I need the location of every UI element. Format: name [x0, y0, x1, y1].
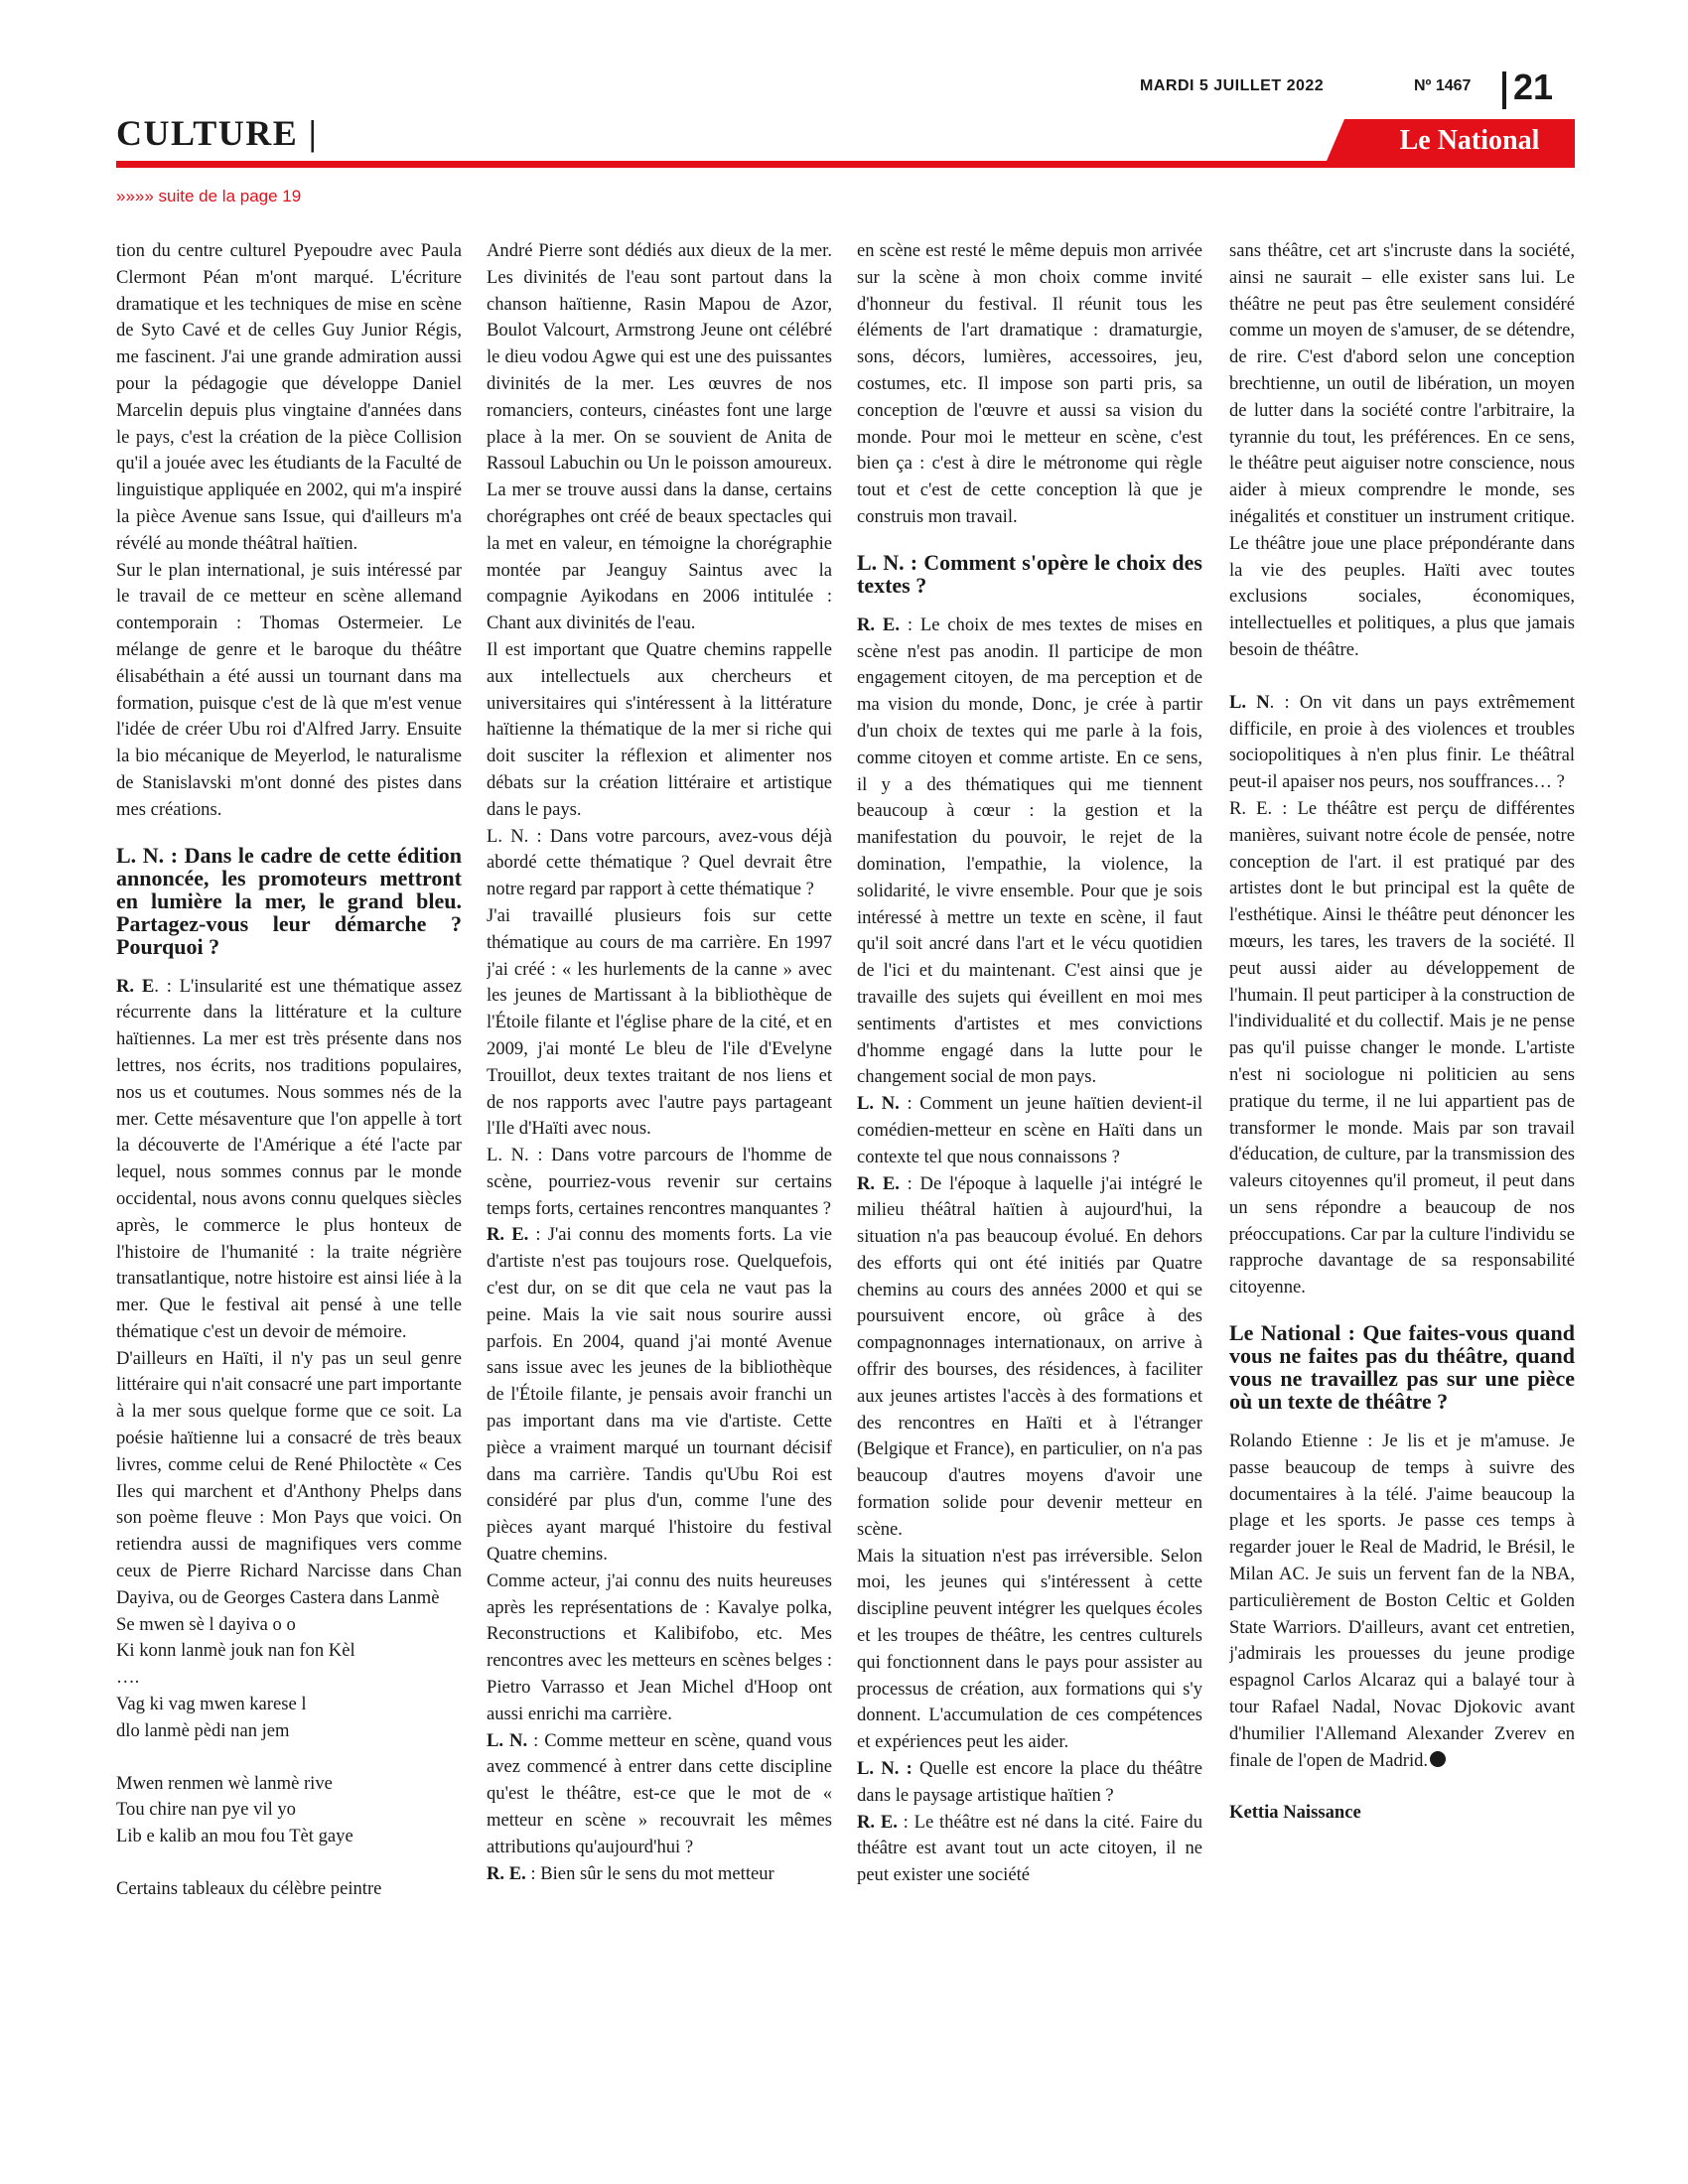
paragraph: Mais la situation n'est pas irréversible. Selon moi, les jeunes qui s'intéressent à cette discipline peuvent intégrer les quelques écoles et les troupes de théâtre, les centres culturels qui fonctionnent dans le pays pour assister au processus de création, aux formations qui s'y donnent. L'accumulation de ces compétences et expériences peut les aider. [857, 1545, 1202, 1753]
interview-question [1229, 690, 1575, 796]
answer-text: . : L'insularité est une thématique assez récurrente dans la littérature et la culture haïtiennes. La mer est très présente dans nos lettres, nos écrits, nos traditions populaires, nos us et coutumes. Nous sommes nés de la mer. Cette mésaventure que l'on appelle à tort la découverte de l'Amérique a été l'acte par lequel, nous sommes connus par le monde occidental, nous avons connu quelques siècles après, le commerce le plus honteux de l'histoire de l'humanité : la traite négrière transatlantique, notre histoire est ainsi liée à la mer. Que le festival ait pensé à une telle thématique c'est un devoir de mémoire. [116, 975, 462, 1342]
speaker-label: R. E. [487, 1224, 529, 1246]
interview-question [857, 1756, 1202, 1810]
poem-line: Se mwen sè l dayiva o o [116, 1613, 296, 1635]
answer-text: : Bien sûr le sens du mot metteur [525, 1862, 774, 1884]
end-of-article-icon [1430, 1751, 1446, 1767]
interview-answer [116, 974, 462, 1346]
paragraph: André Pierre sont dédiés aux dieux de la mer. Les divinités de l'eau sont partout dans la chanson haïtienne, Rasin Mapou de Azor, Boulot Valcourt, Armstrong Jeune ont célébré le dieu vodou Agwe qui est une des puissantes divinités de la mer. Les œuvres de nos romanciers, conteurs, cinéastes font une large place à la mer. On se souvient de Anita de Rassoul Labuchin ou Un le poisson amoureux. La mer se trouve aussi dans la danse, certains chorégraphes ont créé de beaux spectacles qui la met en valeur, en témoigne la chorégraphie montée par Jeanguy Saintus avec la compagnie Ayikodans en 2006 intitulée : Chant aux divinités de l'eau. [487, 240, 832, 634]
speaker-label: R. E [116, 975, 155, 997]
paragraph: Comme acteur, j'ai connu des nuits heureuses après les représentations de : Kavalye polka, Reconstructions et Kalibifobo, etc. Mes rencontres avec les metteurs en scènes belges : Pietro Varrasso et Jean Michel d'Hoop ont aussi enrichi ma carrière. [487, 1570, 832, 1724]
interview-question: L. N. : Dans votre parcours de l'homme de scène, pourriez-vous revenir sur certains temps forts, certaines rencontres manquantes ? [487, 1145, 832, 1219]
speaker-label: R. E. [487, 1862, 526, 1884]
interview-question: L. N. : Dans le cadre de cette édition annoncée, les promoteurs mettront en lumière la mer, le grand bleu. Partagez-vous leur démarche ? Pourquoi ? [116, 842, 462, 959]
interview-answer [1229, 1429, 1575, 1774]
question-text: . : On vit dans un pays extrêmement difficile, en proie à des violences et troubles sociopolitiques à n'en plus finir. Le théâtral peut-il apaiser nos peurs, nos souffrances… ? [1229, 691, 1575, 793]
interview-answer: R. E. : Le théâtre est perçu de différentes manières, suivant notre école de pensée, notre conception de l'art. il est pratiqué par des artistes dont le but principal est la quête de l'esthétique. Ainsi le théâtre peut dénoncer les mœurs, les tares, les travers de la société. Il peut aussi aider au développement de l'humain. Il peut participer à la construction de l'individualité et du collectif. Mais je ne pense pas qu'il puisse changer le monde. L'artiste n'est ni sociologue ni politicien au sens pratique du terme, il ne lui appartient pas de transformer le monde. Mais par son travail d'éducation, de culture, par la transmission des valeurs citoyennes qu'il promeut, il peut dans un sens répondre a beaucoup de nos préoccupations. Car par la culture l'individu se rapproche davantage de sa responsabilité citoyenne. [1229, 797, 1575, 1298]
interview-question: L. N. : Dans votre parcours, avez-vous déjà abordé cette thématique ? Quel devrait être notre regard par rapport à cette thématique ? [487, 825, 832, 900]
article-column-3 [857, 238, 1202, 2154]
newspaper-name: Le National [1399, 125, 1540, 156]
interview-question: Le National : Que faites-vous quand vous ne faites pas du théâtre, quand vous ne travaillez pas sur une pièce où un texte de théâtre ? [1229, 1320, 1575, 1415]
answer-text: Rolando Etienne : Je lis et je m'amuse. Je passe beaucoup de temps à suivre des documentaires à la télé. J'aime beaucoup la plage et les sports. Je passe ces temps à regarder jouer le Real de Madrid, le Brésil, le Milan AC. Je suis un fervent fan de la NBA, particulièrement de Boston Celtic et Golden State Warriors. D'ailleurs, avant cet entretien, j'admirais les prouesses du jeune prodige espagnol Carlos Alcaraz qui a balayé tour à tour Rafael Nadal, Novac Djokovic avant d'humilier l'Allemand Alexander Zverev en finale de l'open de Madrid. [1229, 1431, 1575, 1771]
question-text: : Comme metteur en scène, quand vous avez commencé à entrer dans cette discipline qu'est le théâtre, est-ce que le mot de « metteur en scène » recouvrait les mêmes attributions qu'aujourd'hui ? [487, 1729, 832, 1857]
answer-text: : Le théâtre est né dans la cité. Faire du théâtre est avant tout un acte citoyen, il ne peut exister une société [857, 1811, 1202, 1886]
paragraph: J'ai travaillé plusieurs fois sur cette thématique au cours de ma carrière. En 1997 j'ai créé : « les hurlements de la canne » avec les jeunes de Martissant à la bibliothèque de l'Étoile filante et l'église phare de la cité, et en 2009, j'ai monté Le bleu de l'ile d'Evelyne Trouillot, deux textes traitant de nos liens et de nos rapports avec l'autre pays partageant l'Ile d'Haïti avec nous. [487, 904, 832, 1140]
poem-line: …. [116, 1667, 140, 1689]
section-title: CULTURE | [116, 113, 319, 153]
interview-answer [487, 1222, 832, 1568]
paragraph: Il est important que Quatre chemins rappelle aux intellectuels aux chercheurs et universitaires qui s'intéressent à la littérature haïtienne la thématique de la mer si riche qui doit susciter la réflexion et alimenter nos débats sur la création littéraire et artistique dans le pays. [487, 638, 832, 820]
interview-question: L. N. : Comment s'opère le choix des textes ? [857, 549, 1202, 598]
header-rule [116, 161, 1575, 168]
paragraph: Certains tableaux du célèbre peintre [116, 1878, 382, 1900]
poem-line: Mwen renmen wè lanmè rive [116, 1772, 333, 1794]
paragraph: sans théâtre, cet art s'incruste dans la société, ainsi ne saurait – elle exister sans lui. Le théâtre ne peut pas être seulement considéré comme un moyen de s'amuser, de se détendre, de rire. C'est d'abord selon une conception brechtienne, un outil de libération, un moyen de lutter dans la société contre l'arbitraire, la tyrannie du tout, les préférences. En ce sens, le théâtre peut aiguiser notre conscience, nous aider à mieux comprendre le monde, ses inégalités et constituer un instrument critique. Le théâtre joue une place prépondérante dans la vie des peuples. Haïti avec toutes exclusions sociales, économiques, intellectuelles et politiques, a plus que jamais besoin de théâtre. [1229, 240, 1575, 660]
speaker-label: R. E. [857, 1811, 898, 1833]
answer-text: : J'ai connu des moments forts. La vie d'artiste n'est pas toujours rose. Quelquefois, c'est dur, on se dit que cela ne vaut pas la peine. Mais la vie sait nous sourire aussi parfois. En 2004, quand j'ai monté Avenue sans issue avec les jeunes de la bibliothèque de l'Étoile filante, je pensais avoir franchi un pas important dans ma vie d'artiste. Cette pièce a vraiment marqué un tournant décisif dans ma carrière. Tandis qu'Ubu Roi est considéré par plus d'un, comme l'une des pièces ayant marqué l'histoire du festival Quatre chemins. [487, 1224, 832, 1566]
paragraph: en scène est resté le même depuis mon arrivée sur la scène à mon choix comme invité d'honneur du festival. Il réunit tous les éléments de l'art dramatique : dramaturgie, sons, décors, lumières, accessoires, jeu, costumes, etc. Il impose son parti pris, sa conception de l'œuvre et aussi sa vision du monde. Pour moi le metteur en scène, c'est bien ça : c'est à dire le métronome qui règle tout et c'est de cette conception là que je construis mon travail. [857, 240, 1202, 527]
poem-line: dlo lanmè pèdi nan jem [116, 1719, 290, 1741]
speaker-label: L. N. [857, 1093, 900, 1115]
interview-answer [857, 613, 1202, 1091]
article-column-2 [487, 238, 832, 2154]
speaker-label: R. E. [857, 614, 900, 635]
interview-answer [857, 1171, 1202, 1544]
article-column-4 [1229, 238, 1575, 2154]
speaker-label: L. N [1229, 691, 1270, 713]
poem-line: Lib e kalib an mou fou Tèt gaye [116, 1826, 353, 1847]
answer-text: : Le choix de mes textes de mises en scène n'est pas anodin. Il participe de mon engagement citoyen, de ma perception et de ma vision du monde, Donc, je crée à partir d'un choix de textes qui me parle à la fois, comme citoyen et comme artiste. En ce sens, il y a des thématiques qui me tiennent beaucoup à cœur : la gestion et la manifestation du pouvoir, le rejet de la domination, l'empathie, la violence, la solidarité, le vivre ensemble. Pour que je sois intéressé à mettre un texte en scène, il faut qu'il soit ancré dans l'art et le vécu quotidien de l'ici et du maintenant. C'est ainsi que je travaille des sujets qui éveillent en moi mes sentiments d'artistes et mes convictions d'homme engagé dans la lutte pour le changement social de mon pays. [857, 614, 1202, 1088]
speaker-label: R. E. [857, 1172, 900, 1194]
issue-date: MARDI 5 JUILLET 2022 [1140, 77, 1325, 94]
question-text: : Comment un jeune haïtien devient-il comédien-metteur en scène en Haïti dans un contexte tel que nous connaissons ? [857, 1093, 1202, 1167]
interview-answer [487, 1861, 832, 1888]
poem-line: Tou chire nan pye vil yo [116, 1799, 296, 1821]
question-text: Quelle est encore la place du théâtre dans le paysage artistique haïtien ? [857, 1758, 1202, 1806]
paragraph: Sur le plan international, je suis intéressé par le travail de ce metteur en scène allemand contemporain : Thomas Ostermeier. Le mélange de genre et le baroque du théâtre élisabéthain a été aussi un tournant dans ma formation, puisque c'est de là que m'est venue l'idée de créer Ubu roi d'Alfred Jarry. Ensuite la bio mécanique de Meyerlod, le naturalisme de Stanislavski m'ont donné des pistes dans mes créations. [116, 559, 462, 820]
interview-question [857, 1091, 1202, 1170]
continued-from-link[interactable]: »»»» suite de la page 19 [116, 187, 302, 205]
page-number-divider [1502, 71, 1506, 109]
issue-number: Nº 1467 [1414, 77, 1472, 94]
interview-question [487, 1728, 832, 1861]
page-number: 21 [1513, 67, 1554, 107]
author-signature: Kettia Naissance [1229, 1802, 1361, 1824]
speaker-label: L. N. : [857, 1758, 913, 1780]
poem-line: Ki konn lanmè jouk nan fon Kèl [116, 1640, 355, 1662]
answer-text: : De l'époque à laquelle j'ai intégré le milieu théâtral haïtien à aujourd'hui, la situation n'a pas beaucoup évolué. En dehors des efforts qui ont été initiés par Quatre chemins au cours des années 2000 et qui se poursuivent encore, où grâce à des compagnonnages internationaux, on arrive à offrir des bourses, des résidences, à faciliter aux jeunes artistes l'accès à des formations et des rencontres en Haïti et à l'étranger (Belgique et France), en particulier, on n'a pas beaucoup d'autres moyens d'avoir une formation solide pour devenir metteur en scène. [857, 1172, 1202, 1540]
paragraph: D'ailleurs en Haïti, il n'y pas un seul genre littéraire qui n'ait consacré une part importante à la mer sous quelque forme que ce soit. La poésie haïtienne lui a consacré de très beaux livres, comme celui de René Philoctète « Ces Iles qui marchent et d'Anthony Phelps dans son poème fleuve : Mon Pays que voici. On retiendra aussi de magnifiques vers comme ceux de Pierre Richard Narcisse dans Chan Dayiva, ou de Georges Castera dans Lanmè [116, 1347, 462, 1608]
speaker-label: L. N. [487, 1729, 528, 1751]
poem-line: Vag ki vag mwen karese l [116, 1694, 307, 1715]
article-column-1 [116, 238, 462, 2154]
interview-answer [857, 1810, 1202, 1889]
paragraph: tion du centre culturel Pyepoudre avec Paula Clermont Péan m'ont marqué. L'écriture dramatique et les techniques de mise en scène de Syto Cavé et de celles Guy Junior Régis, me fascinent. J'ai une grande admiration aussi pour la pédagogie que développe Daniel Marcelin depuis plus vingtaine d'années dans le pays, c'est la création de la pièce Collision qu'il a jouée avec les étudiants de la Faculté de linguistique appliquée en 2002, qui m'a inspiré la pièce Avenue sans Issue, qui d'ailleurs m'a révélé au monde théâtral haïtien. [116, 240, 462, 554]
